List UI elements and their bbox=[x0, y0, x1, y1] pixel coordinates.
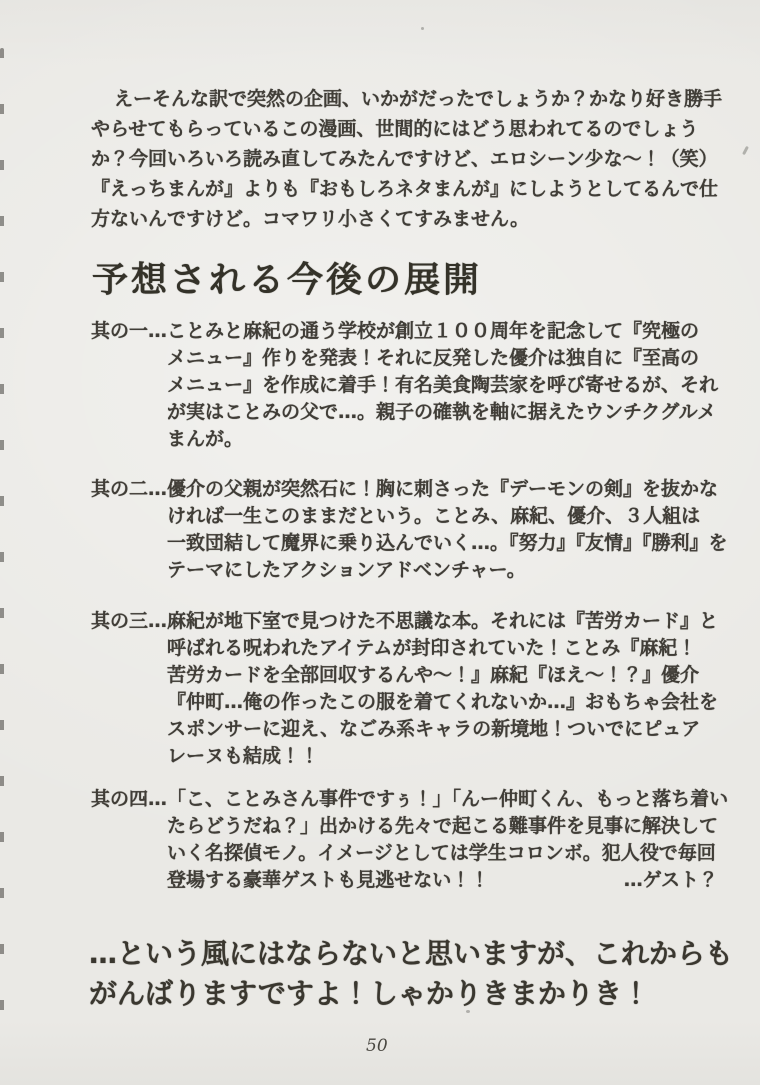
scenario-text: 麻紀が地下室で見つけた不思議な本。それには『苦労カード』と bbox=[167, 610, 719, 632]
scenario-line: いく名探偵モノ。イメージとしては学生コロンボ。犯人役で毎回 bbox=[167, 842, 716, 864]
scenario-block-2 bbox=[91, 476, 740, 584]
scenario-line: レーヌも結成！！ bbox=[167, 745, 320, 767]
scenario-line: メニュー』を作成に着手！有名美食陶芸家を呼び寄せるが、それ bbox=[167, 374, 719, 396]
scan-binding-artifact bbox=[0, 48, 4, 1038]
scenario-line: テーマにしたアクションアドベンチャー。 bbox=[167, 559, 526, 581]
intro-line: えーそんな訳で突然の企画、いかがだったでしょうか？かなり好き勝手 bbox=[114, 88, 723, 110]
scenario-block-4 bbox=[91, 786, 740, 894]
scenario-line: 『仲町…俺の作ったこの服を着てくれないか…』おもちゃ会社を bbox=[167, 691, 719, 713]
scan-speck bbox=[742, 146, 749, 155]
scenario-text: 優介の父親が突然石に！胸に刺さった『デーモンの剣』を抜かな bbox=[167, 478, 719, 500]
intro-line: か？今回いろいろ読み直してみたんですけど、エロシーン少な～！（笑） bbox=[91, 148, 718, 170]
scenario-line: スポンサーに迎え、なごみ系キャラの新境地！ついでにピュア bbox=[167, 718, 701, 740]
scenario-line bbox=[91, 867, 740, 894]
scenario-label: 其の二… bbox=[91, 478, 168, 500]
scenario-line: 苦労カードを全部回収するんや～！』麻紀『ほえ～！？』優介 bbox=[167, 664, 700, 686]
scenario-line bbox=[91, 608, 740, 635]
scenario-label: 其の四… bbox=[91, 788, 168, 810]
scenario-line: 呼ばれる呪われたアイテムが封印されていた！ことみ『麻紀！ bbox=[167, 637, 697, 659]
scenario-block-3 bbox=[91, 608, 740, 770]
intro-line: 方ないんですけど。コマワリ小さくてすみません。 bbox=[91, 208, 530, 230]
scenario-line: が実はことみの父で…。親子の確執を軸に据えたウンチクグルメ bbox=[167, 401, 717, 423]
scenario-block-1 bbox=[91, 318, 740, 453]
intro-line: やらせてもらっているこの漫画、世間的にはどう思われてるのでしょう bbox=[91, 118, 699, 140]
scenario-line: たらどうだね？」出かける先々で起こる難事件を見事に解決して bbox=[167, 815, 719, 837]
section-heading: 予想される今後の展開 bbox=[92, 260, 483, 301]
scenario-label: 其の三… bbox=[91, 610, 168, 632]
intro-paragraph bbox=[91, 84, 741, 234]
intro-line: 『えっちまんが』よりも『おもしろネタまんが』にしようとしてるんで仕 bbox=[91, 178, 719, 200]
scenario-text: 「こ、ことみさん事件ですぅ！」「んー仲町くん、もっと落ち着い bbox=[167, 788, 729, 810]
closing-line: …という風にはならないと思いますが、これからも bbox=[89, 937, 734, 970]
closing-paragraph bbox=[89, 934, 749, 1014]
scenario-line bbox=[91, 476, 740, 503]
page-number: 50 bbox=[366, 1036, 388, 1056]
scenario-line bbox=[91, 786, 740, 813]
scenario-line: まんが。 bbox=[167, 428, 244, 450]
scenario-line bbox=[91, 318, 740, 345]
scenario-text: 登場する豪華ゲストも見逃せない！！ bbox=[167, 869, 490, 891]
scenario-line: ければ一生このままだという。ことみ、麻紀、優介、３人組は bbox=[167, 505, 701, 527]
scenario-aside: …ゲスト？ bbox=[623, 869, 718, 891]
scenario-line: メニュー』作りを発表！それに反発した優介は独自に『至高の bbox=[167, 347, 700, 369]
closing-line: がんばりますですよ！しゃかりきまかりき！ bbox=[89, 977, 650, 1010]
scenario-text: ことみと麻紀の通う学校が創立１００周年を記念して『究極の bbox=[167, 320, 700, 342]
scan-speck bbox=[421, 27, 424, 30]
scenario-line: 一致団結して魔界に乗り込んでいく…。『努力』『友情』『勝利』を bbox=[167, 532, 728, 554]
scenario-label: 其の一… bbox=[91, 320, 168, 342]
